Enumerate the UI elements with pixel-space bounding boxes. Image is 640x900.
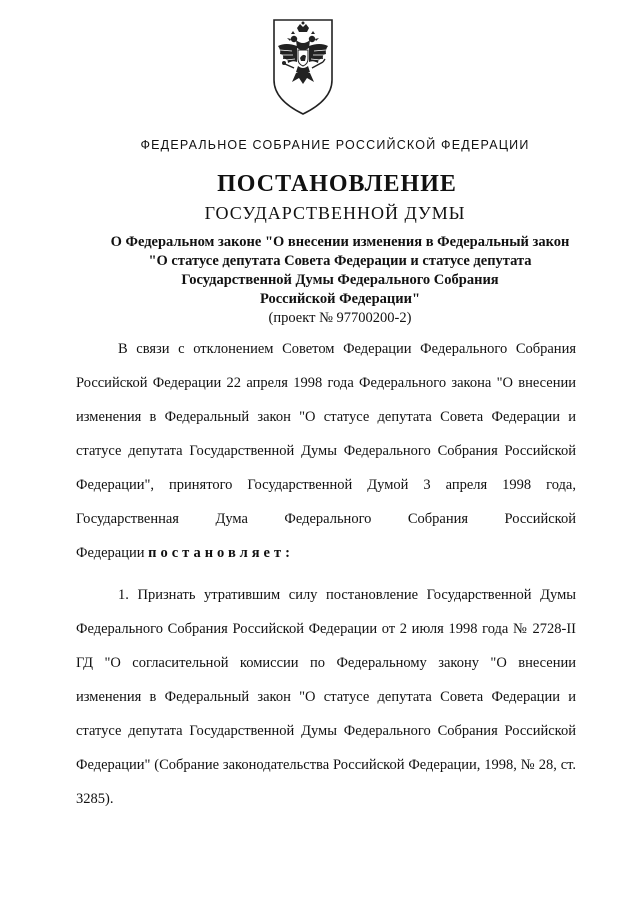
preamble-text: В связи с отклонением Советом Федерации Федерального Собрания Российской Федерации 22 апреля 1998 года Федерального закона "О внесении изменения в Федеральный закон "О статусе депутата Совета Федерации и статусе депутата Государственной Думы Федерального Собрания Российской Федерации", принятого Государственной Думой 3 апреля 1998 года, Государственная Дума Федерального Собрания Российской Федерации	[76, 341, 576, 561]
preamble-paragraph	[76, 332, 576, 570]
clause-1-paragraph	[76, 578, 576, 816]
coat-of-arms-emblem	[272, 18, 334, 116]
document-header	[0, 137, 640, 224]
resolves-word: постановляет:	[148, 545, 294, 561]
issuer-heading: ГОСУДАРСТВЕННОЙ ДУМЫ	[204, 203, 466, 223]
clause-1-text: 1. Признать утратившим силу постановление Государственной Думы Федерального Собрания Российской Федерации от 2 июля 1998 года № 2728-II ГД "О согласительной комиссии по Федеральному закону "О внесении изменения в Федеральный закон "О статусе депутата Совета Федерации и статусе депутата Государственной Думы Федерального Собрания Российской Федерации" (Собрание законодательства Российской Федерации, 1998, № 28, ст. 3285).	[76, 587, 576, 807]
assembly-heading: ФЕДЕРАЛЬНОЕ СОБРАНИЕ РОССИЙСКОЙ ФЕДЕРАЦИИ	[140, 138, 530, 152]
subject-line-3: Государственной Думы Федерального Собрания	[181, 272, 499, 288]
resolution-subject	[60, 233, 620, 328]
subject-line-2: "О статусе депутата Совета Федерации и статусе депутата	[148, 253, 532, 269]
project-number: (проект № 97700200-2)	[268, 310, 412, 326]
subject-line-1: О Федеральном законе "О внесении изменения в Федеральный закон	[110, 234, 570, 250]
document-type-title: ПОСТАНОВЛЕНИЕ	[217, 171, 457, 197]
subject-line-4: Российской Федерации"	[259, 291, 421, 307]
